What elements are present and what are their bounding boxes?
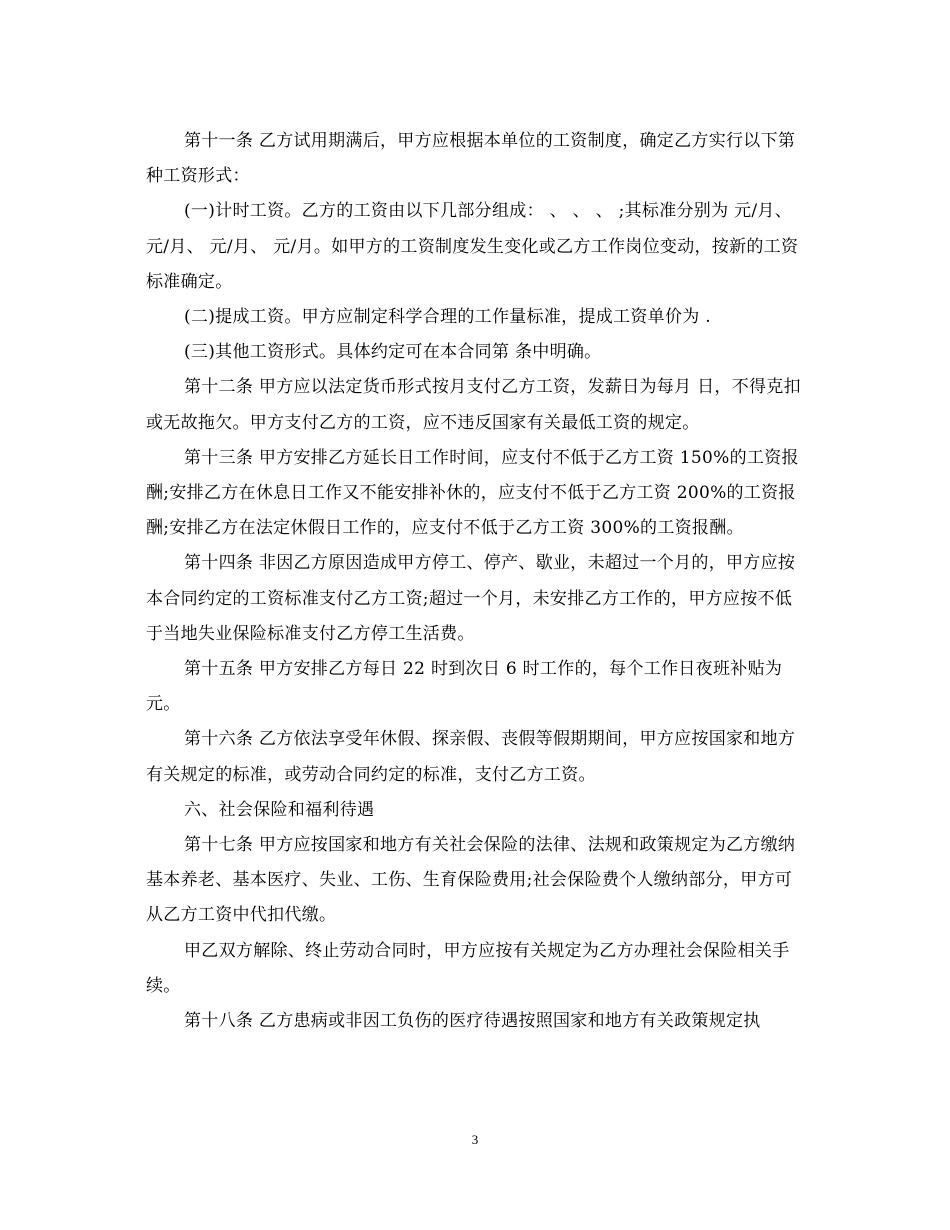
paragraph-commission-wage: (二)提成工资。甲方应制定科学合理的工作量标准，提成工资单价为 .: [184, 307, 711, 328]
paragraph-article-13: 第十三条 甲方安排乙方延长日工作时间，应支付不低于乙方工资 150%的工资报酬;安排乙方在休息日工作又不能安排补休的，应支付不低于乙方工资 200%的工资报酬;安排乙方在法定休假日工作的，应支付不低于乙方工资 300%的工资报酬。: [146, 447, 799, 539]
document-body: [146, 124, 806, 1039]
paragraph-insurance-procedures: 甲乙双方解除、终止劳动合同时，甲方应按有关规定为乙方办理社会保险相关手续。: [146, 940, 790, 996]
paragraph-article-17: 第十七条 甲方应按国家和地方有关社会保险的法律、法规和政策规定为乙方缴纳基本养老、基本医疗、失业、工伤、生育保险费用;社会保险费个人缴纳部分，甲方可从乙方工资中代扣代缴。: [146, 835, 796, 926]
paragraph-article-12: 第十二条 甲方应以法定货币形式按月支付乙方工资，发薪日为每月 日，不得克扣或无故拖欠。甲方支付乙方的工资，应不违反国家有关最低工资的规定。: [146, 377, 801, 433]
paragraph-article-16: 第十六条 乙方依法享受年休假、探亲假、丧假等假期期间，甲方应按国家和地方有关规定的标准，或劳动合同约定的标准，支付乙方工资。: [146, 729, 796, 785]
page-number: 3: [471, 1132, 479, 1147]
paragraph-article-11: 第十一条 乙方试用期满后，甲方应根据本单位的工资制度，确定乙方实行以下第 种工资形式：: [146, 131, 796, 187]
paragraph-article-18: 第十八条 乙方患病或非因工负伤的医疗待遇按照国家和地方有关政策规定执: [184, 1011, 761, 1032]
paragraph-other-wage: (三)其他工资形式。具体约定可在本合同第 条中明确。: [184, 342, 602, 363]
paragraph-time-wage: (一)计时工资。乙方的工资由以下几部分组成： 、 、 、 ;其标准分别为 元/月、 元/月、 元/月、 元/月。如甲方的工资制度发生变化或乙方工作岗位变动，按新的工资标准确定。: [146, 201, 799, 292]
paragraph-article-15: 第十五条 甲方安排乙方每日 22 时到次日 6 时工作的，每个工作日夜班补贴为 元。: [146, 659, 783, 715]
section-heading-social-insurance: 六、社会保险和福利待遇: [184, 799, 375, 820]
paragraph-article-14: 第十四条 非因乙方原因造成甲方停工、停产、歇业，未超过一个月的，甲方应按本合同约定的工资标准支付乙方工资;超过一个月，未安排乙方工作的，甲方应按不低于当地失业保险标准支付乙方停工生活费。: [146, 553, 796, 644]
